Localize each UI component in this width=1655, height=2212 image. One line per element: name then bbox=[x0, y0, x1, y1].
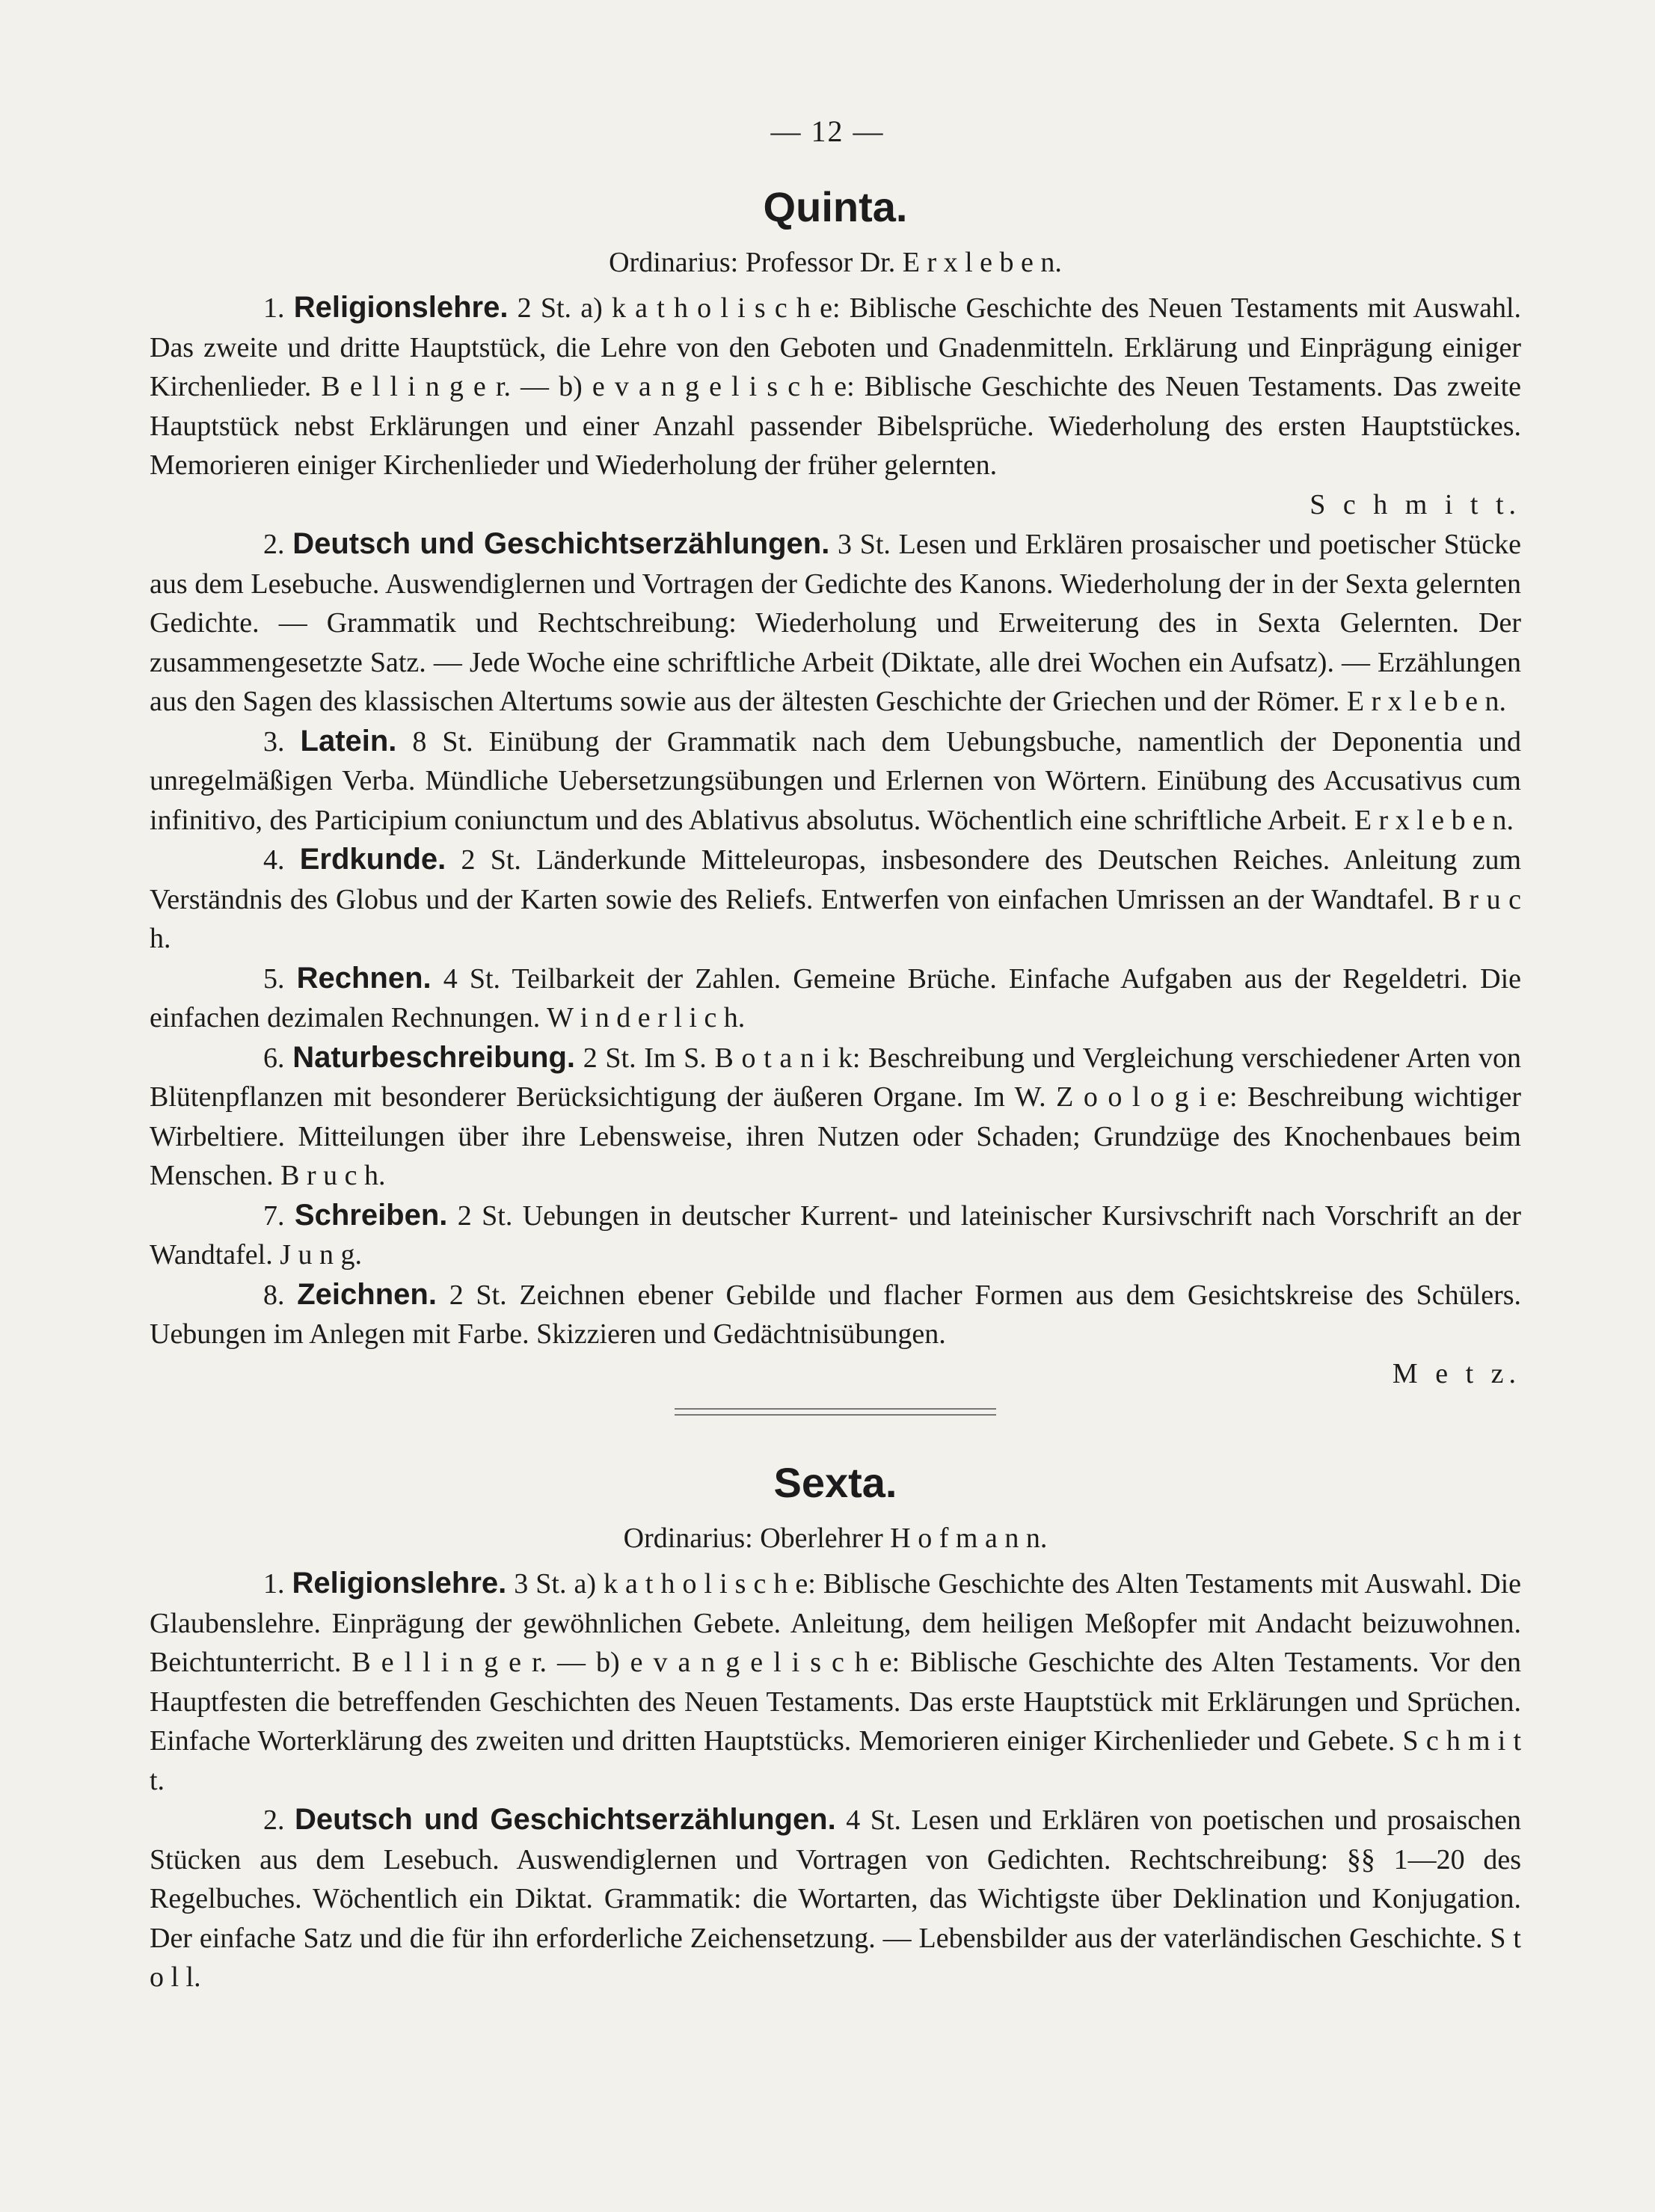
ordinarius: Ordinarius: Professor Dr. E r x l e b e n. bbox=[609, 247, 1062, 278]
subject-text: 2 St. Zeichnen ebener Gebilde und flacher Formen aus dem Gesichtskreise des Schülers. Uebungen im Anlegen mit Farbe. Skizzieren und Gedächtnisübungen. bbox=[150, 1279, 1522, 1350]
subject-text: 2 St. a) k a t h o l i s c h e: Biblische Geschichte des Neuen Testaments mit Auswahl. Das zweite und dritte Hauptstück, die Lehre von den Geboten und Gnadenmitteln. Erklärung und Einprägung einiger Kirchenlieder. B e l l i n g e r. — b) e v a n g e l i s c h e: Biblische Geschichte des Neuen Testaments. Das zweite Hauptstück nebst Erklärungen und einer Anzahl passender Bibelsprüche. Wiederholung des ersten Hauptstückes. Memorieren einiger Kirchenlieder und Wiederholung der früher gelernten. bbox=[150, 292, 1521, 481]
teacher-signature: M e t z. bbox=[1392, 1357, 1521, 1389]
section-sexta bbox=[150, 1458, 1521, 1997]
section-divider bbox=[675, 1408, 996, 1416]
subject-heading: Erdkunde. bbox=[299, 843, 446, 876]
teacher-signature: S c h m i t t. bbox=[1309, 488, 1521, 520]
subject-entry: 2. Deutsch und Geschichtserzählungen. 3 St. Lesen und Erklären prosaischer und poetischer Stücke aus dem Lesebuche. Auswendiglernen und Vortragen der Gedichte des Kanons. Wiederholung der in der Sexta gelernten Gedichte. — Grammatik und Rechtschreibung: Wiederholung und Erweiterung des in Sexta Gelernten. Der zusammengesetzte Satz. — Jede Woche eine schriftliche Arbeit (Diktate, alle drei Wochen ein Aufsatz). — Erzählungen aus den Sagen des klassischen Altertums sowie aus der ältesten Geschichte der Griechen und der Römer. E r x l e b e n. bbox=[150, 527, 1522, 717]
subject-entry: 1. Religionslehre. 3 St. a) k a t h o l i s c h e: Biblische Geschichte des Alten Testaments mit Auswahl. Die Glaubenslehre. Einprägung der gewöhnlichen Gebete. Anleitung, dem heiligen Meßopfer mit Andacht beizuwohnen. Beichtunterricht. B e l l i n g e r. — b) e v a n g e l i s c h e: Biblische Geschichte des Alten Testaments. Vor den Hauptfesten die betreffenden Geschichten des Neuen Testaments. Das erste Hauptstück mit Erklärungen und Sprüchen. Einfache Worterklärung des zweiten und dritten Hauptstücks. Memorieren einiger Kirchenlieder und Gebete. S c h m i t t. bbox=[150, 1567, 1521, 1796]
subject-text: 4 St. Lesen und Erklären von poetischen und prosaischen Stücken aus dem Lesebuch. Auswendiglernen und Vortragen von Gedichten. Rechtschreibung: §§ 1—20 des Regelbuches. Wöchentlich ein Diktat. Grammatik: die Wortarten, das Wichtigste über Deklination und Konjugation. Der einfache Satz und die für ihn erforderliche Zeichensetzung. — Lebensbilder aus der vaterländischen Geschichte. S t o l l. bbox=[150, 1804, 1521, 1993]
subject-heading: Deutsch und Geschichtserzählungen. bbox=[292, 527, 830, 560]
page-number: — 12 — bbox=[770, 114, 885, 148]
subject-entry: 6. Naturbeschreibung. 2 St. Im S. B o t a n i k: Beschreibung und Vergleichung verschiedener Arten von Blütenpflanzen mit besonderer Berücksichtigung der äußeren Organe. Im W. Z o o l o g i e: Beschreibung wichtiger Wirbeltiere. Mitteilungen über ihre Lebensweise, ihren Nutzen oder Schaden; Grundzüge des Knochenbaues beim Menschen. B r u c h. bbox=[150, 1040, 1521, 1191]
subject-heading: Latein. bbox=[300, 724, 397, 758]
subject-entry: 7. Schreiben. 2 St. Uebungen in deutscher Kurrent- und lateinischer Kursivschrift nach Vorschrift an der Wandtafel. J u n g. bbox=[150, 1198, 1522, 1271]
subject-entry: 3. Latein. 8 St. Einübung der Grammatik nach dem Uebungsbuche, namentlich der Deponentia und unregelmäßigen Verba. Mündliche Uebersetzungsübungen und Erlernen von Wörtern. Einübung des Accusativus cum infinitivo, des Participium coniunctum und des Ablativus absolutus. Wöchentlich eine schriftliche Arbeit. E r x l e b e n. bbox=[150, 724, 1521, 836]
subject-text: 2 St. Länderkunde Mitteleuropas, insbesondere des Deutschen Reiches. Anleitung zum Verständnis des Globus und der Karten sowie des Reliefs. Entwerfen von einfachen Umrissen an der Wandtafel. B r u c h. bbox=[150, 844, 1521, 954]
subject-heading: Religionslehre. bbox=[292, 1567, 507, 1600]
subject-heading: Religionslehre. bbox=[293, 291, 509, 324]
section-title: Quinta. bbox=[763, 183, 908, 230]
subject-heading: Deutsch und Geschichtserzählungen. bbox=[295, 1803, 836, 1836]
subject-text: 8 St. Einübung der Grammatik nach dem Uebungsbuche, namentlich der Deponentia und unregelmäßigen Verba. Mündliche Uebersetzungsübungen und Erlernen von Wörtern. Einübung des Accusativus cum infinitivo, des Participium coniunctum und des Ablativus absolutus. Wöchentlich eine schriftliche Arbeit. E r x l e b e n. bbox=[150, 725, 1521, 836]
subject-heading: Rechnen. bbox=[296, 961, 432, 995]
subject-entry: 5. Rechnen. 4 St. Teilbarkeit der Zahlen. Gemeine Brüche. Einfache Aufgaben aus der Regeldetri. Die einfachen dezimalen Rechnungen. W i n d e r l i c h. bbox=[150, 961, 1522, 1033]
section-title: Sexta. bbox=[773, 1459, 897, 1506]
subject-heading: Zeichnen. bbox=[297, 1277, 437, 1311]
subject-heading: Naturbeschreibung. bbox=[292, 1040, 576, 1074]
subject-text: 3 St. a) k a t h o l i s c h e: Biblische Geschichte des Alten Testaments mit Auswahl. Die Glaubenslehre. Einprägung der gewöhnlichen Gebete. Anleitung, dem heiligen Meßopfer mit Andacht beizuwohnen. Beichtunterricht. B e l l i n g e r. — b) e v a n g e l i s c h e: Biblische Geschichte des Alten Testaments. Vor den Hauptfesten die betreffenden Geschichten des Neuen Testaments. Das erste Hauptstück mit Erklärungen und Sprüchen. Einfache Worterklärung des zweiten und dritten Hauptstücks. Memorieren einiger Kirchenlieder und Gebete. S c h m i t t. bbox=[150, 1568, 1521, 1796]
subject-text: 2 St. Im S. B o t a n i k: Beschreibung und Vergleichung verschiedener Arten von Blütenpflanzen mit besonderer Berücksichtigung der äußeren Organe. Im W. Z o o l o g i e: Beschreibung wichtiger Wirbeltiere. Mitteilungen über ihre Lebensweise, ihren Nutzen oder Schaden; Grundzüge des Knochenbaues beim Menschen. B r u c h. bbox=[150, 1042, 1521, 1191]
section-quinta bbox=[150, 182, 1521, 1393]
subject-entry: 1. Religionslehre. 2 St. a) k a t h o l i s c h e: Biblische Geschichte des Neuen Testaments mit Auswahl. Das zweite und dritte Hauptstück, die Lehre von den Geboten und Gnadenmitteln. Erklärung und Einprägung einiger Kirchenlieder. B e l l i n g e r. — b) e v a n g e l i s c h e: Biblische Geschichte des Neuen Testaments. Das zweite Hauptstück nebst Erklärungen und einer Anzahl passender Bibelsprüche. Wiederholung des ersten Hauptstückes. Memorieren einiger Kirchenlieder und Wiederholung der früher gelernten. S c h m i t t. bbox=[150, 288, 1521, 524]
subject-text: 4 St. Teilbarkeit der Zahlen. Gemeine Brüche. Einfache Aufgaben aus der Regeldetri. Die einfachen dezimalen Rechnungen. W i n d e r l i c h. bbox=[150, 962, 1522, 1033]
subject-entry: 4. Erdkunde. 2 St. Länderkunde Mitteleuropas, insbesondere des Deutschen Reiches. Anleitung zum Verständnis des Globus und der Karten sowie des Reliefs. Entwerfen von einfachen Umrissen an der Wandtafel. B r u c h. bbox=[150, 843, 1521, 954]
subject-text: 2 St. Uebungen in deutscher Kurrent- und lateinischer Kursivschrift nach Vorschrift an der Wandtafel. J u n g. bbox=[150, 1199, 1522, 1271]
subject-text: 3 St. Lesen und Erklären prosaischer und poetischer Stücke aus dem Lesebuche. Auswendiglernen und Vortragen der Gedichte des Kanons. Wiederholung der in der Sexta gelernten Gedichte. — Grammatik und Rechtschreibung: Wiederholung und Erweiterung des in Sexta Gelernten. Der zusammengesetzte Satz. — Jede Woche eine schriftliche Arbeit (Diktate, alle drei Wochen ein Aufsatz). — Erzählungen aus den Sagen des klassischen Altertums sowie aus der ältesten Geschichte der Griechen und der Römer. E r x l e b e n. bbox=[150, 529, 1522, 717]
subject-entry: 8. Zeichnen. 2 St. Zeichnen ebener Gebilde und flacher Formen aus dem Gesichtskreise des Schülers. Uebungen im Anlegen mit Farbe. Skizzieren und Gedächtnisübungen. M e t z. bbox=[150, 1275, 1521, 1394]
ordinarius: Ordinarius: Oberlehrer H o f m a n n. bbox=[623, 1523, 1048, 1554]
subject-heading: Schreiben. bbox=[294, 1198, 448, 1232]
subject-entry: 2. Deutsch und Geschichtserzählungen. 4 St. Lesen und Erklären von poetischen und prosaischen Stücken aus dem Lesebuch. Auswendiglernen und Vortragen von Gedichten. Rechtschreibung: §§ 1—20 des Regelbuches. Wöchentlich ein Diktat. Grammatik: die Wortarten, das Wichtigste über Deklination und Konjugation. Der einfache Satz und die für ihn erforderliche Zeichensetzung. — Lebensbilder aus der vaterländischen Geschichte. S t o l l. bbox=[150, 1803, 1521, 1993]
